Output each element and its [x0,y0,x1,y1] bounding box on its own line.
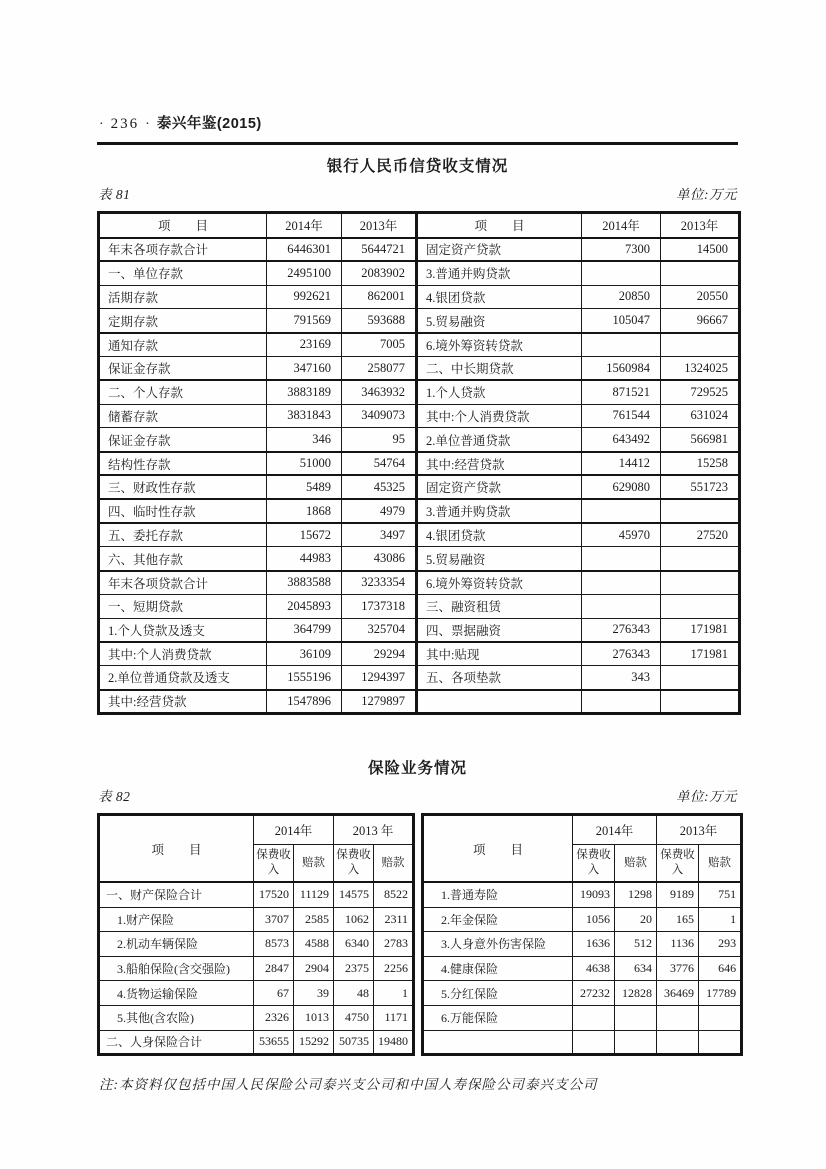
table-cell: 343 [582,666,661,690]
table-cell: 2256 [374,956,414,981]
table-cell: 17789 [699,981,742,1006]
table-cell: 751 [699,882,742,907]
table-cell: 96667 [661,309,740,333]
table-cell: 5644721 [342,238,417,262]
table-cell [582,690,661,714]
table-cell: 保证金存款 [99,428,267,452]
table-cell: 6.万能保险 [423,1005,573,1030]
table-cell: 347160 [267,356,342,380]
table-cell: 1279897 [342,690,417,714]
table-cell: 3.普通并购贷款 [417,499,582,523]
table-cell: 566981 [661,428,740,452]
column-header: 项 目 [417,213,582,238]
table-cell: 2495100 [267,261,342,285]
table-cell [699,1030,742,1055]
table-cell: 1547896 [267,690,342,714]
table-cell: 14412 [582,452,661,476]
table-row [99,404,740,428]
table-cell: 3776 [657,956,699,981]
table-cell: 1136 [657,932,699,957]
table-cell: 346 [267,428,342,452]
table-cell: 105047 [582,309,661,333]
table-cell: 51000 [267,452,342,476]
table-cell: 1062 [334,907,374,932]
table-cell: 活期存款 [99,285,267,309]
column-header: 2014年 [254,814,334,844]
table-row [423,882,742,907]
table-cell: 165 [657,907,699,932]
table-cell: 36109 [267,642,342,666]
separator-dot: · [145,117,151,132]
table-cell: 293 [699,932,742,957]
table-row [423,956,742,981]
table-cell: 643492 [582,428,661,452]
table-cell: 3883588 [267,571,342,595]
table-cell: 5.贸易融资 [417,547,582,571]
table-cell: 7005 [342,333,417,357]
table-row [99,956,414,981]
table-cell: 1013 [294,1005,334,1030]
table82-label: 表 82 [98,788,131,804]
table-cell: 2.单位普通贷款 [417,428,582,452]
table-cell: 48 [334,981,374,1006]
table-cell: 551723 [661,475,740,499]
table-cell [661,571,740,595]
table-cell: 8573 [254,932,294,957]
table-cell: 15258 [661,452,740,476]
table-cell: 一、财产保险合计 [99,882,254,907]
column-header: 项 目 [423,814,573,882]
table-cell: 储蓄存款 [99,404,267,428]
column-header: 2014年 [573,814,657,844]
table-cell [423,1030,573,1055]
table-cell: 1560984 [582,356,661,380]
table-cell [661,547,740,571]
separator-dot: · [99,117,105,132]
table-row [99,238,740,262]
table-cell: 固定资产贷款 [417,238,582,262]
table-cell: 固定资产贷款 [417,475,582,499]
table-cell [615,1030,657,1055]
column-header: 2013年 [661,213,740,238]
table-row [99,618,740,642]
table-cell [661,690,740,714]
column-header: 2013年 [657,814,742,844]
table-row [99,356,740,380]
table-cell [615,1005,657,1030]
table-cell: 1555196 [267,666,342,690]
table-cell: 2.年金保险 [423,907,573,932]
table-cell: 其中:经营贷款 [99,690,267,714]
table-cell: 1 [374,981,414,1006]
column-header: 赔款 [294,844,334,882]
column-header: 保费收入 [573,844,615,882]
table-cell: 15672 [267,523,342,547]
page-number: 236 [110,116,140,132]
table-cell: 4750 [334,1005,374,1030]
table82-unit: 单位:万元 [676,788,737,804]
table-cell: 2311 [374,907,414,932]
table-cell: 14575 [334,882,374,907]
table-cell: 45325 [342,475,417,499]
table-cell: 45970 [582,523,661,547]
table-cell: 2585 [294,907,334,932]
column-header: 赔款 [615,844,657,882]
column-header: 保费收入 [254,844,294,882]
table-cell: 1 [699,907,742,932]
page-content [97,112,738,1093]
table-row [99,285,740,309]
bank-credit-table [97,211,741,715]
table-cell [699,1005,742,1030]
table-cell: 95 [342,428,417,452]
table-cell: 二、个人存款 [99,380,267,404]
table-cell: 44983 [267,547,342,571]
table-cell: 364799 [267,618,342,642]
table-cell: 9189 [657,882,699,907]
column-header: 2014年 [582,213,661,238]
table-row [99,428,740,452]
table-cell: 3831843 [267,404,342,428]
table-row [99,1005,414,1030]
table-cell: 729525 [661,380,740,404]
table81-meta [97,183,738,203]
table-cell: 17520 [254,882,294,907]
table-row [423,981,742,1006]
book-title: 泰兴年鉴(2015) [156,116,262,132]
table-header-row [423,814,742,844]
table-cell: 年末各项贷款合计 [99,571,267,595]
table-cell: 50735 [334,1030,374,1055]
table-cell: 4.银团贷款 [417,523,582,547]
table-cell: 2045893 [267,594,342,618]
table-cell: 定期存款 [99,309,267,333]
table-cell: 一、短期贷款 [99,594,267,618]
table-cell: 11129 [294,882,334,907]
table-cell: 27520 [661,523,740,547]
insurance-right-table [421,813,743,1056]
table81-title: 银行人民币信贷收支情况 [326,158,509,175]
table-cell [582,594,661,618]
table-cell: 325704 [342,618,417,642]
table-cell: 36469 [657,981,699,1006]
table-cell: 4638 [573,956,615,981]
table-cell: 四、票据融资 [417,618,582,642]
table-cell: 一、单位存款 [99,261,267,285]
table-cell: 29294 [342,642,417,666]
table-cell: 171981 [661,618,740,642]
table-cell: 20 [615,907,657,932]
table-cell: 2083902 [342,261,417,285]
table-cell: 512 [615,932,657,957]
table-row [99,547,740,571]
column-header: 项 目 [99,814,254,882]
table-cell [657,1005,699,1030]
table-cell [661,666,740,690]
table-cell [573,1005,615,1030]
table-row [99,642,740,666]
table-row [99,380,740,404]
table-cell: 53655 [254,1030,294,1055]
table-cell [573,1030,615,1055]
table-cell: 791569 [267,309,342,333]
table-cell [661,594,740,618]
column-header: 项 目 [99,213,267,238]
column-header: 2014年 [267,213,342,238]
table-cell: 6.境外筹资转贷款 [417,571,582,595]
table-cell: 6446301 [267,238,342,262]
table-cell [417,690,582,714]
table-cell: 2.机动车辆保险 [99,932,254,957]
table-cell: 593688 [342,309,417,333]
table-cell: 1298 [615,882,657,907]
table-cell: 1636 [573,932,615,957]
table-cell: 171981 [661,642,740,666]
table-cell: 992621 [267,285,342,309]
table-cell: 3.普通并购贷款 [417,261,582,285]
table-cell: 20550 [661,285,740,309]
table-cell: 15292 [294,1030,334,1055]
table-row [99,452,740,476]
column-header: 保费收入 [334,844,374,882]
table-cell [661,499,740,523]
table-cell: 其中:个人消费贷款 [99,642,267,666]
table-row [99,882,414,907]
table-cell: 19480 [374,1030,414,1055]
table-row [99,571,740,595]
table-cell: 20850 [582,285,661,309]
table-cell: 276343 [582,618,661,642]
table-row [423,907,742,932]
table-cell: 2375 [334,956,374,981]
table-cell: 5.分红保险 [423,981,573,1006]
table-cell [661,261,740,285]
table-row [423,932,742,957]
table-cell [582,333,661,357]
table-header-row [99,814,414,844]
table-row [99,523,740,547]
table-cell: 2.单位普通贷款及透支 [99,666,267,690]
table-cell [582,547,661,571]
table81-unit: 单位:万元 [676,187,737,202]
column-header: 赔款 [374,844,414,882]
header-rule [97,142,738,145]
column-header: 2013 年 [334,814,414,844]
table-cell: 12828 [615,981,657,1006]
table-cell: 43086 [342,547,417,571]
table-cell: 1171 [374,1005,414,1030]
table-cell: 2783 [374,932,414,957]
table-row [99,261,740,285]
table-cell: 5.其他(含农险) [99,1005,254,1030]
footnote: 注:本资料仅包括中国人民保险公司泰兴支公司和中国人寿保险公司泰兴支公司 [99,1077,598,1093]
insurance-tables [97,813,738,1056]
table-cell: 1868 [267,499,342,523]
table-cell: 通知存款 [99,333,267,357]
table-cell: 1.个人贷款 [417,380,582,404]
table-cell: 8522 [374,882,414,907]
table81-label: 表 81 [98,187,131,202]
column-header: 2013年 [342,213,417,238]
table-cell: 3463932 [342,380,417,404]
table-row [99,499,740,523]
table82-title: 保险业务情况 [367,759,467,777]
table-cell: 1294397 [342,666,417,690]
table-cell: 14500 [661,238,740,262]
table-row [99,690,740,714]
table-row [99,333,740,357]
table-row [99,475,740,499]
table-cell: 646 [699,956,742,981]
page-header [97,112,738,136]
table-row [99,1030,414,1055]
table-cell: 1737318 [342,594,417,618]
table-cell: 258077 [342,356,417,380]
column-header: 赔款 [699,844,742,882]
table-row [99,309,740,333]
table-cell: 4.货物运输保险 [99,981,254,1006]
table-cell [582,571,661,595]
table-row [423,1030,742,1055]
table-row [99,981,414,1006]
table-cell: 7300 [582,238,661,262]
table-cell: 6340 [334,932,374,957]
table-cell: 保证金存款 [99,356,267,380]
table-cell: 23169 [267,333,342,357]
table-cell: 631024 [661,404,740,428]
table-cell: 三、融资租赁 [417,594,582,618]
table-cell: 三、财政性存款 [99,475,267,499]
column-header: 保费收入 [657,844,699,882]
table-cell: 4979 [342,499,417,523]
table-cell: 39 [294,981,334,1006]
table-cell: 2847 [254,956,294,981]
table-header-row [99,213,740,238]
table-cell: 67 [254,981,294,1006]
table-cell [582,261,661,285]
table-cell: 5.贸易融资 [417,309,582,333]
table-cell: 二、中长期贷款 [417,356,582,380]
table-cell: 276343 [582,642,661,666]
table-cell: 其中:经营贷款 [417,452,582,476]
table-cell: 4588 [294,932,334,957]
table-cell: 3497 [342,523,417,547]
table-row [99,907,414,932]
table-cell: 3409073 [342,404,417,428]
table82-meta [97,785,738,805]
table-cell: 3.人身意外伤害保险 [423,932,573,957]
table-cell: 年末各项存款合计 [99,238,267,262]
table-cell [582,499,661,523]
table-cell: 1324025 [661,356,740,380]
table-row [99,594,740,618]
table-cell: 4.健康保险 [423,956,573,981]
table-cell: 结构性存款 [99,452,267,476]
insurance-left-table [97,813,415,1056]
table-cell: 3233354 [342,571,417,595]
table-cell: 3.船舶保险(含交强险) [99,956,254,981]
table-cell: 54764 [342,452,417,476]
table-cell: 五、委托存款 [99,523,267,547]
table-cell: 19093 [573,882,615,907]
table-cell: 629080 [582,475,661,499]
table-cell: 四、临时性存款 [99,499,267,523]
table-cell [657,1030,699,1055]
table-cell: 3707 [254,907,294,932]
table-cell: 862001 [342,285,417,309]
table-cell: 二、人身保险合计 [99,1030,254,1055]
table-cell: 3883189 [267,380,342,404]
table-cell: 1.普通寿险 [423,882,573,907]
table-cell: 27232 [573,981,615,1006]
table-cell: 1056 [573,907,615,932]
table-cell: 5489 [267,475,342,499]
table-cell: 1.个人贷款及透支 [99,618,267,642]
table-cell: 6.境外筹资转贷款 [417,333,582,357]
table-cell: 其中:个人消费贷款 [417,404,582,428]
table-cell [661,333,740,357]
table-cell: 1.财产保险 [99,907,254,932]
table-cell: 2904 [294,956,334,981]
table-cell: 2326 [254,1005,294,1030]
table-row [99,932,414,957]
table-row [423,1005,742,1030]
table-cell: 六、其他存款 [99,547,267,571]
table-cell: 871521 [582,380,661,404]
table-cell: 4.银团贷款 [417,285,582,309]
table-cell: 634 [615,956,657,981]
table-cell: 761544 [582,404,661,428]
table-row [99,666,740,690]
table-cell: 五、各项垫款 [417,666,582,690]
table-cell: 其中:贴现 [417,642,582,666]
